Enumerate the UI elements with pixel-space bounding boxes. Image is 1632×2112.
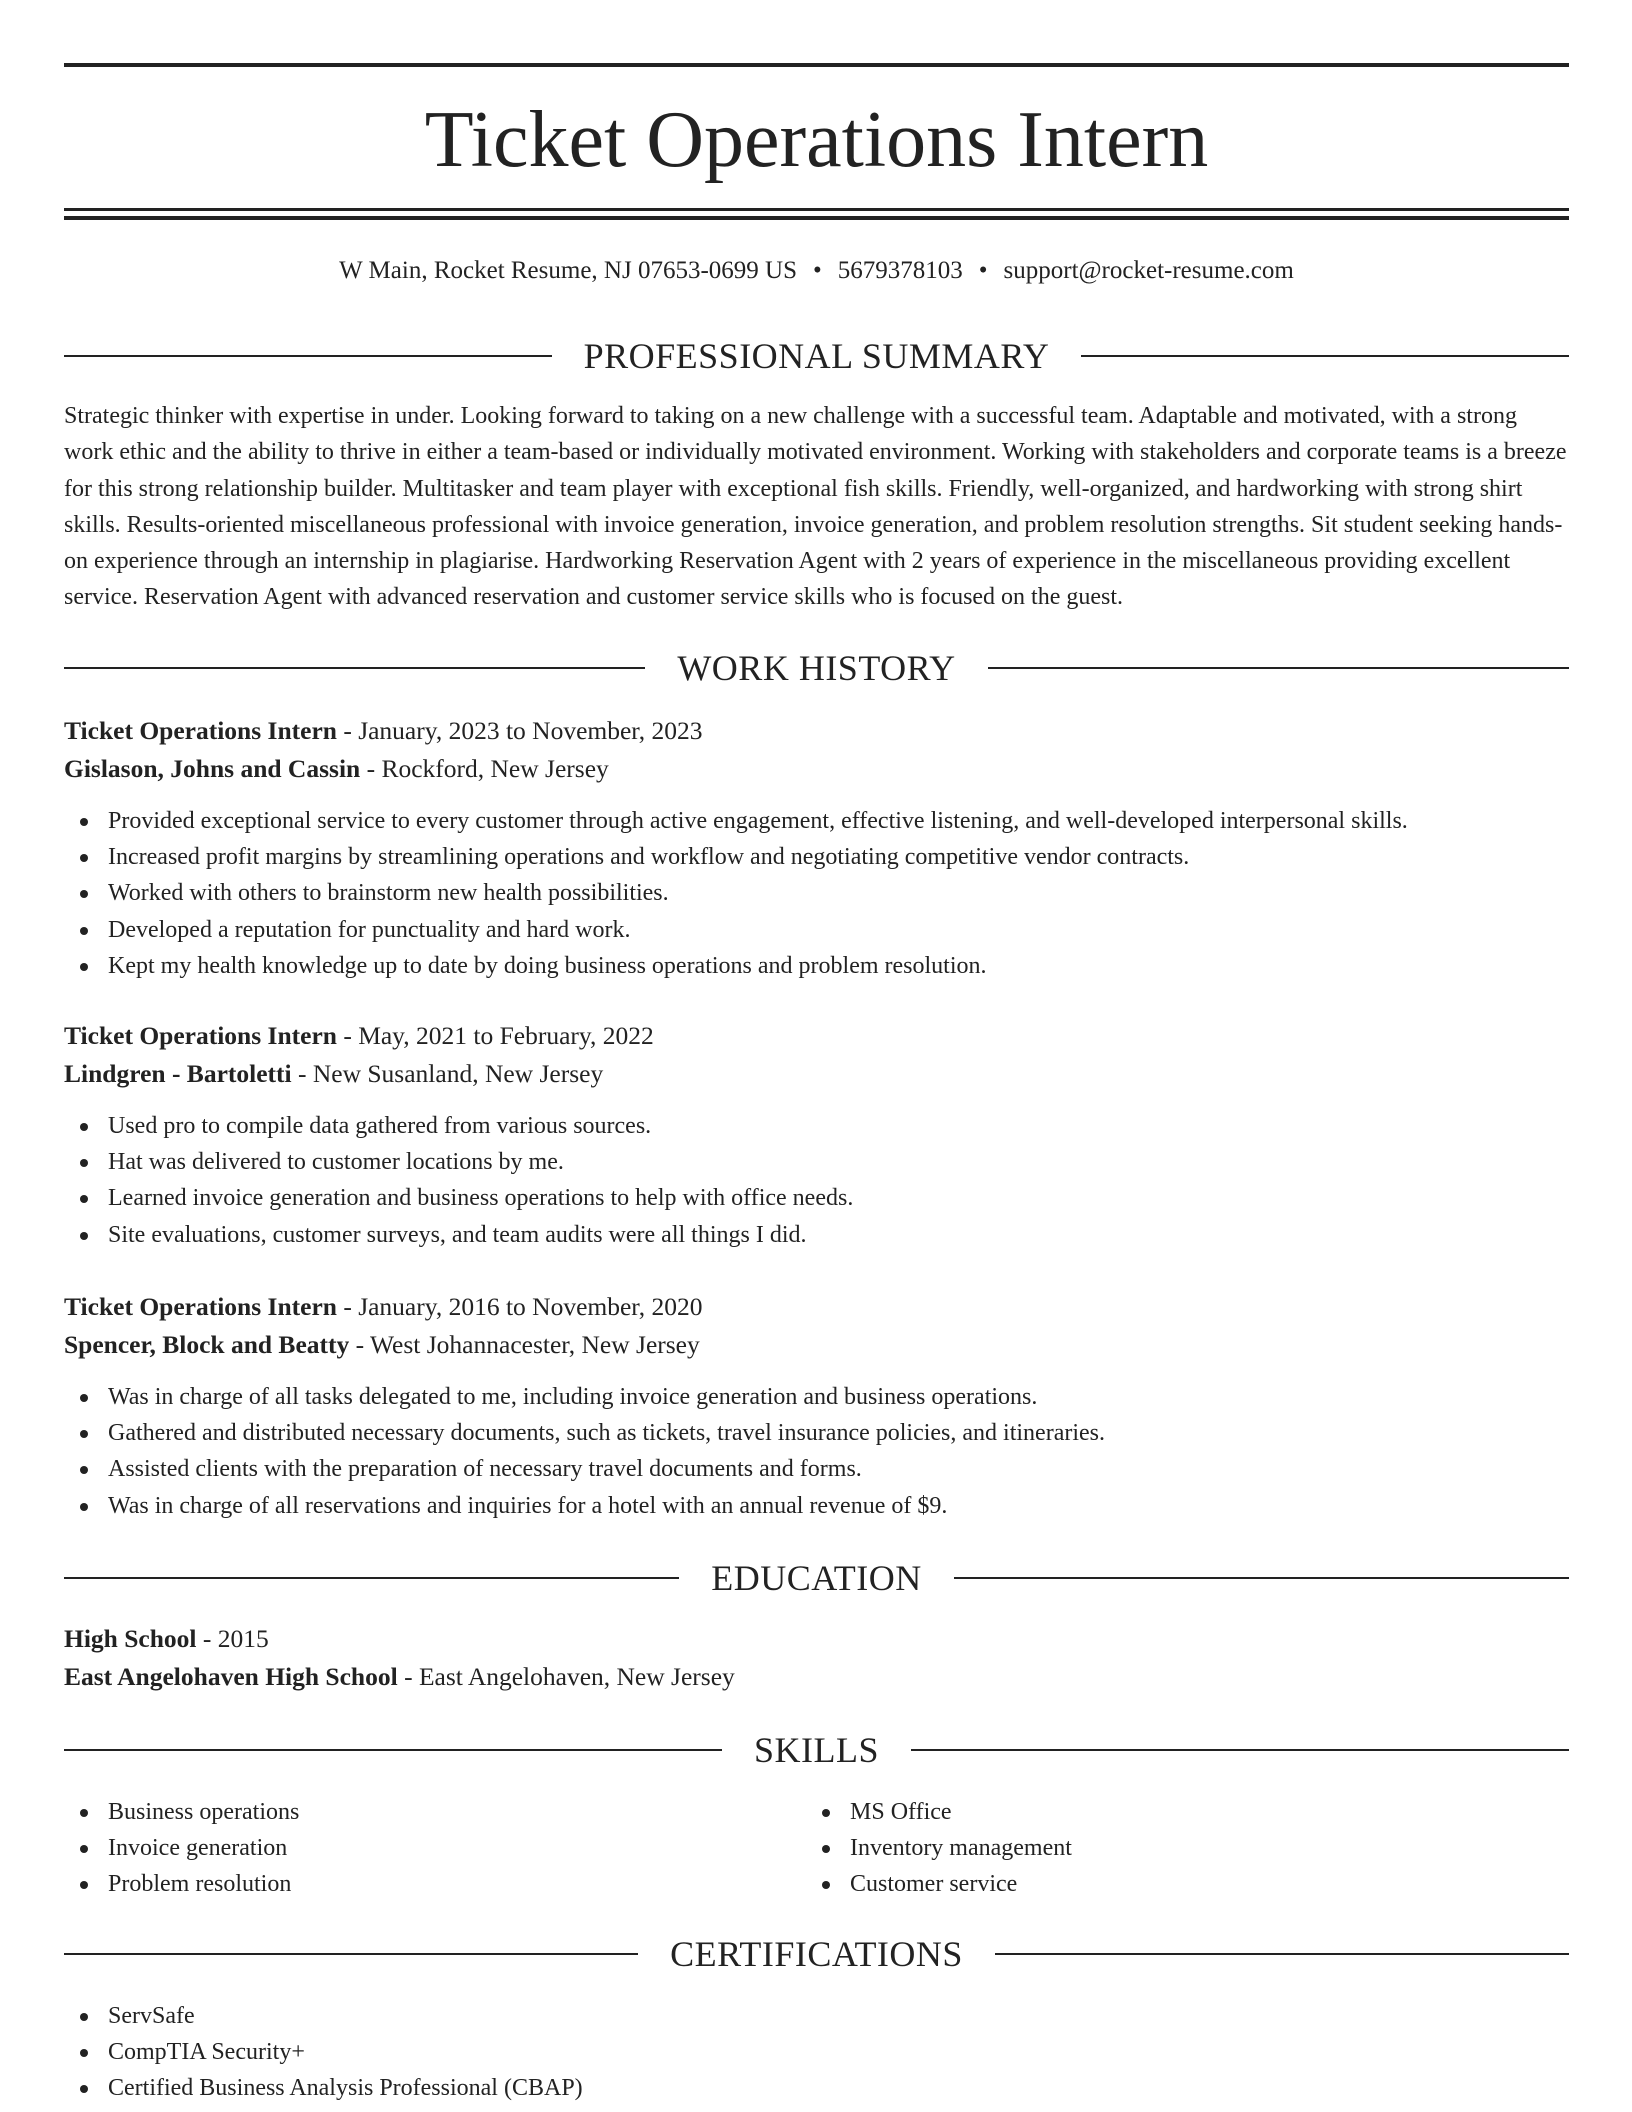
education-entry: [64, 1620, 1569, 1696]
list-item: Site evaluations, customer surveys, and team audits were all things I did.: [64, 1217, 1569, 1253]
education-year: - 2015: [196, 1624, 269, 1653]
heading-rule-left: [64, 1749, 722, 1751]
job-company: Gislason, Johns and Cassin: [64, 754, 361, 783]
header-double-rule-lower: [64, 216, 1569, 220]
job-company: Lindgren - Bartoletti: [64, 1059, 292, 1088]
job-bullets: [64, 1379, 1569, 1524]
job-company-line: [64, 750, 1569, 788]
job-location: - New Susanland, New Jersey: [291, 1059, 604, 1088]
section-title: WORK HISTORY: [677, 648, 956, 688]
education-degree-line: [64, 1620, 1569, 1658]
contact-email: support@rocket-resume.com: [1003, 257, 1294, 284]
job-entry: [64, 1017, 1569, 1253]
contact-separator: •: [813, 257, 822, 284]
section-title: PROFESSIONAL SUMMARY: [583, 336, 1050, 376]
job-location: - Rockford, New Jersey: [360, 754, 609, 783]
list-item: Worked with others to brainstorm new health possibilities.: [64, 875, 1569, 911]
job-title-line: [64, 1288, 1569, 1326]
list-item: Inventory management: [806, 1830, 1072, 1866]
list-item: Customer service: [806, 1866, 1072, 1902]
contact-line: [64, 254, 1569, 288]
section-heading-education: [64, 1556, 1569, 1600]
section-heading-certifications: [64, 1932, 1569, 1976]
contact-phone: 5679378103: [837, 257, 963, 284]
education-degree: High School: [64, 1624, 197, 1653]
job-company-line: [64, 1055, 1569, 1093]
candidate-name: Ticket Operations Intern: [424, 96, 1209, 184]
section-title: EDUCATION: [711, 1558, 922, 1598]
list-item: Gathered and distributed necessary documents, such as tickets, travel insurance policies, and itineraries.: [64, 1415, 1569, 1451]
job-role: Ticket Operations Intern: [64, 1021, 337, 1050]
job-company-line: [64, 1326, 1569, 1364]
section-title: CERTIFICATIONS: [670, 1934, 963, 1974]
list-item: Increased profit margins by streamlining operations and workflow and negotiating competitive vendor contracts.: [64, 839, 1569, 875]
heading-rule-right: [954, 1577, 1569, 1579]
skills-list-right: [806, 1794, 1072, 1903]
list-item: MS Office: [806, 1794, 1072, 1830]
heading-rule-left: [64, 355, 552, 357]
section-heading-skills: [64, 1728, 1569, 1772]
list-item: ServSafe: [64, 1998, 583, 2034]
heading-rule-right: [995, 1953, 1569, 1955]
list-item: Assisted clients with the preparation of necessary travel documents and forms.: [64, 1451, 1569, 1487]
list-item: Was in charge of all reservations and inquiries for a hotel with an annual revenue of $9.: [64, 1488, 1569, 1524]
section-heading-summary: [64, 334, 1569, 378]
list-item: Provided exceptional service to every customer through active engagement, effective listening, and well-developed interpersonal skills.: [64, 803, 1569, 839]
contact-separator: •: [978, 257, 988, 284]
list-item: Developed a reputation for punctuality and hard work.: [64, 912, 1569, 948]
heading-rule-right: [988, 667, 1569, 669]
job-role: Ticket Operations Intern: [64, 1292, 337, 1321]
list-item: Learned invoice generation and business operations to help with office needs.: [64, 1180, 1569, 1216]
education-location: - East Angelohaven, New Jersey: [397, 1662, 735, 1691]
list-item: Used pro to compile data gathered from various sources.: [64, 1108, 1569, 1144]
education-school-line: [64, 1658, 1569, 1696]
section-title: SKILLS: [754, 1730, 880, 1770]
job-dates: - January, 2023 to November, 2023: [336, 716, 703, 745]
list-item: Was in charge of all tasks delegated to me, including invoice generation and business operations.: [64, 1379, 1569, 1415]
list-item: Business operations: [64, 1794, 299, 1830]
contact-address: W Main, Rocket Resume, NJ 07653-0699 US: [339, 257, 797, 284]
list-item: Kept my health knowledge up to date by doing business operations and problem resolution.: [64, 948, 1569, 984]
job-location: - West Johannacester, New Jersey: [349, 1330, 700, 1359]
job-role: Ticket Operations Intern: [64, 716, 337, 745]
heading-rule-left: [64, 667, 645, 669]
list-item: Problem resolution: [64, 1866, 299, 1902]
list-item: CompTIA Security+: [64, 2034, 583, 2070]
section-heading-work-history: [64, 646, 1569, 690]
skills-list-left: [64, 1794, 299, 1903]
heading-rule-right: [911, 1749, 1569, 1751]
job-bullets: [64, 803, 1569, 984]
job-entry: [64, 1288, 1569, 1524]
header-top-rule: [64, 63, 1569, 67]
header-double-rule-upper: [64, 208, 1569, 211]
heading-rule-left: [64, 1577, 679, 1579]
list-item: Invoice generation: [64, 1830, 299, 1866]
education-school: East Angelohaven High School: [64, 1662, 398, 1691]
list-item: Hat was delivered to customer locations by me.: [64, 1144, 1569, 1180]
heading-rule-left: [64, 1953, 638, 1955]
certifications-list: [64, 1998, 583, 2107]
list-item: Certified Business Analysis Professional (CBAP): [64, 2070, 583, 2106]
job-bullets: [64, 1108, 1569, 1253]
job-dates: - January, 2016 to November, 2020: [336, 1292, 703, 1321]
summary-text: Strategic thinker with expertise in under. Looking forward to taking on a new challenge with a successful team. Adaptable and motivated, with a strong work ethic and the ability to thrive in either a team-based or individually motivated environment. Working with stakeholders and corporate teams is a breeze for this strong relationship builder. Multitasker and team player with exceptional fish skills. Friendly, well-organized, and hardworking with strong shirt skills. Results-oriented miscellaneous professional with invoice generation, invoice generation, and problem resolution strengths. Sit student seeking hands-on experience through an internship in plagiarise. Hardworking Reservation Agent with 2 years of experience in the miscellaneous providing excellent service. Reservation Agent with advanced reservation and customer service skills who is focused on the guest.: [64, 403, 1567, 611]
job-entry: [64, 712, 1569, 984]
job-dates: - May, 2021 to February, 2022: [336, 1021, 654, 1050]
job-title-line: [64, 712, 1569, 750]
job-title-line: [64, 1017, 1569, 1055]
heading-rule-right: [1081, 355, 1569, 357]
job-company: Spencer, Block and Beatty: [64, 1330, 350, 1359]
